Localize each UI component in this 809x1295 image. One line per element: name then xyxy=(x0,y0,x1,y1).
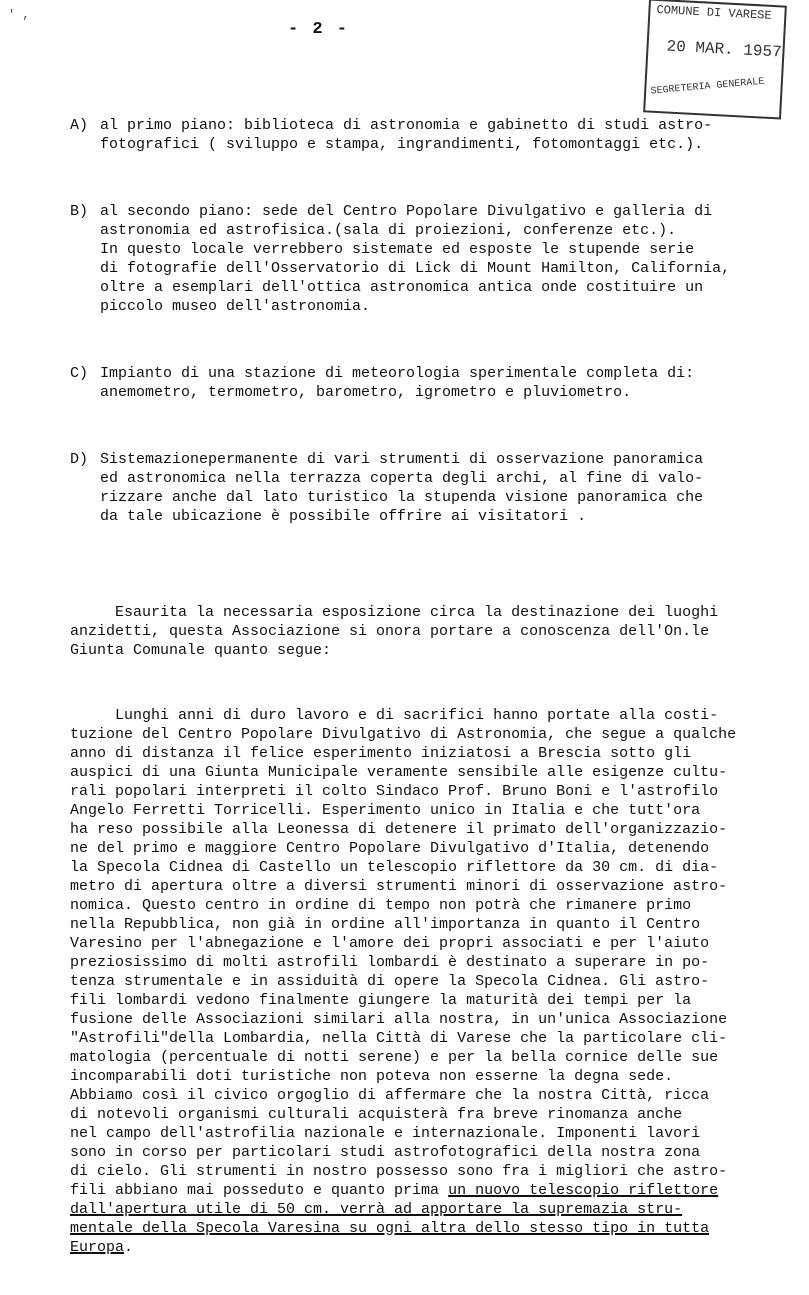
list-text: al primo piano: biblioteca di astronomia e gabinetto di studi astro- fotografici ( sviluppo e stampa, ingrandimenti, fotomontaggi etc.). xyxy=(100,117,713,153)
list-item-d xyxy=(70,450,790,526)
paragraph-intro: Esaurita la necessaria esposizione circa la destinazione dei luoghi anzidetti, questa Associazione si onora portare a conoscenza dell'On.le Giunta Comunale quanto segue: xyxy=(70,604,719,659)
list-label: A) xyxy=(70,117,89,134)
margin-marks: ' , xyxy=(8,8,30,22)
list-text: al secondo piano: sede del Centro Popolare Divulgativo e galleria di astronomia ed astrofisica.(sala di proiezioni, conferenze etc.). In questo locale verrebbero sistemate ed esposte le stupende serie di fotografie dell'Osservatorio di Lick di Mount Hamilton, California, oltre a esemplari dell'ottica astronomica antica onde costituire un piccolo museo dell'astronomia. xyxy=(100,203,731,315)
stamp-bottom-text: SEGRETERIA GENERALE xyxy=(650,76,765,98)
list-label: B) xyxy=(70,203,89,220)
paragraph-underlined-text: un nuovo telescopio riflettore dall'apertura utile di 50 cm. verrà ad apportare la supremazia stru- mentale della Specola Varesina su ogni altra dello stesso tipo in tutta Europa xyxy=(70,1182,719,1256)
list-label: D) xyxy=(70,451,89,468)
page-number: - 2 - xyxy=(288,20,350,39)
list-item-b xyxy=(70,202,790,316)
stamp-top-text: COMUNE DI VARESE xyxy=(656,2,772,23)
document-body xyxy=(70,78,790,1295)
list-text: Sistemazionepermanente di vari strumenti di osservazione panoramica ed astronomica nella terrazza coperta degli archi, al fine di valo- rizzare anche dal lato turistico la stupenda visione panoramica che da tale ubicazione è possibile offrire ai visitatori . xyxy=(100,451,704,525)
stamp-date: 20 MAR. 1957 xyxy=(666,37,783,62)
list-item-c xyxy=(70,364,790,402)
paragraph-end: . xyxy=(124,1239,134,1256)
paragraph-main xyxy=(70,706,790,1257)
list-item-a xyxy=(70,116,790,154)
list-text: Impianto di una stazione di meteorologia sperimentale completa di: anemometro, termometro, barometro, igrometro e pluviometro. xyxy=(100,365,695,401)
paragraph-main-text: Lunghi anni di duro lavoro e di sacrifici hanno portate alla costi- tuzione del Centro Popolare Divulgativo di Astronomia, che segue a qualche anno di distanza il felice esperimento iniziatosi a Brescia sotto gli auspici di una Giunta Municipale veramente sensibile alle esigenze cultu- rali popolari interpreti il colto Sindaco Prof. Bruno Boni e l'astrofilo Angelo Ferretti Torricelli. Esperimento unico in Italia e che tutt'ora ha reso possibile alla Leonessa di detenere il primato dell'organizzazio- ne del primo e maggiore Centro Popolare Divulgativo d'Italia, detenendo la Specola Cidnea di Castello un telescopio riflettore da 30 cm. di dia- metro di apertura oltre a diversi strumenti minori di osservazione astro- nomica. Questo centro in ordine di tempo non potrà che rimanere primo nella Repubblica, non già in ordine all'importanza in quanto il Centro Varesino per l'abnegazione e l'amore dei propri associati e per l'aiuto preziosissimo di molti astrofili lombardi è destinato a superare in po- tenza strumentale e in assiduità di opere la Specola Cidnea. Gli astro- fili lombardi vedono finalmente giungere la maturità dei tempi per la fusione delle Associazioni similari alla nostra, in un'unica Associazione "Astrofili"della Lombardia, nella Città di Varese che la particolare cli- matologia (percentuale di notti serene) e per la bella cornice delle sue incomparabili doti turistiche non poteva non esserne la degna sede. Abbiamo così il civico orgoglio di affermare che la nostra Città, ricca di notevoli organismi culturali acquisterà fra breve rinomanza anche nel campo dell'astrofilia nazionale e internazionale. Imponenti lavori sono in corso per particolari studi astrofotografici della nostra zona di cielo. Gli strumenti in nostro possesso sono fra i migliori che astro- fili abbiano mai posseduto e quanto prima xyxy=(70,707,737,1199)
list-label: C) xyxy=(70,365,89,382)
